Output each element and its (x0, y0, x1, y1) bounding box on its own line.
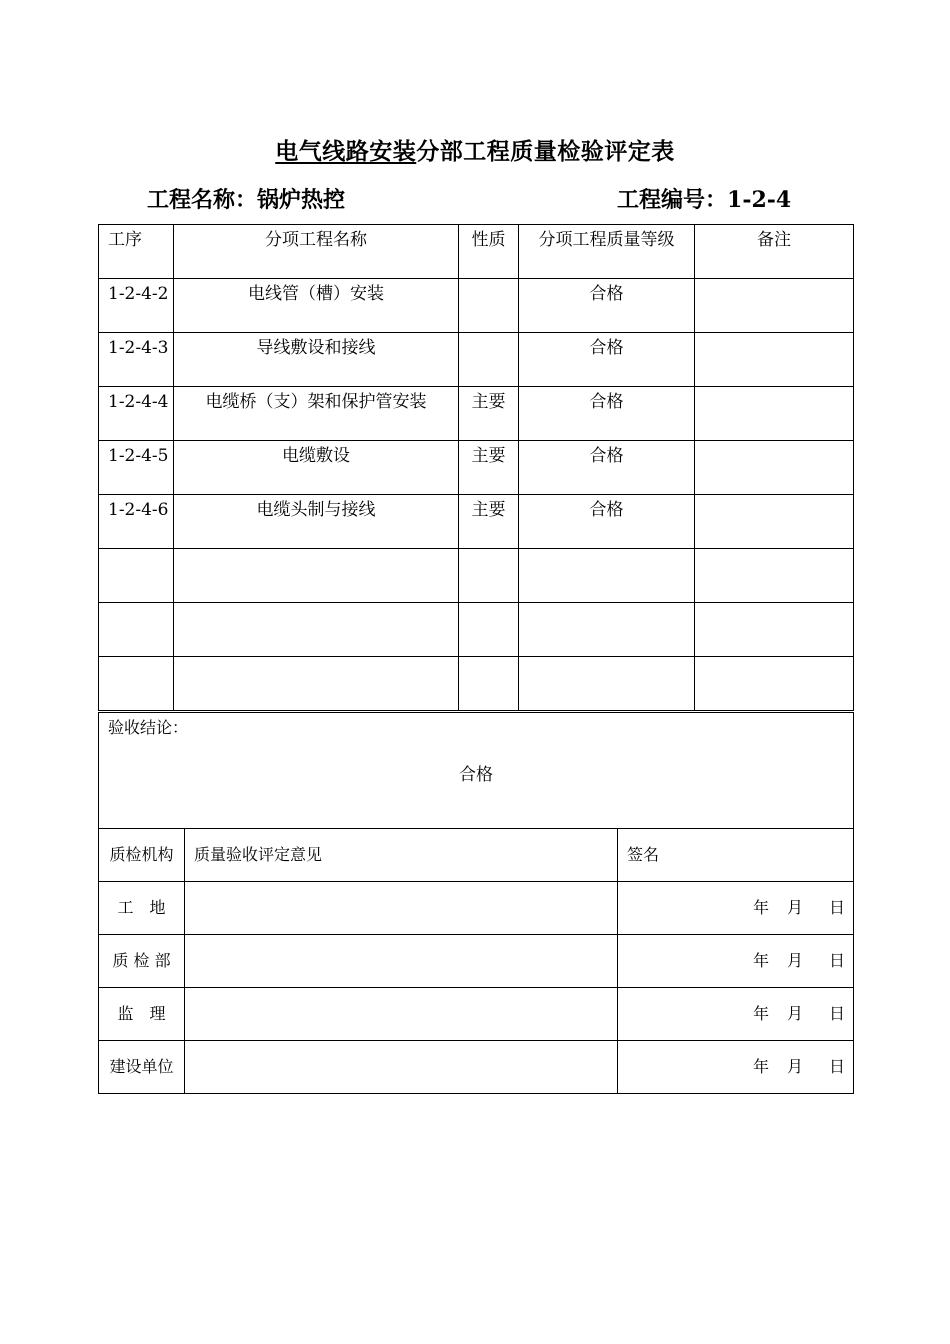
signature-date-cell (618, 1041, 854, 1094)
opinion-cell (185, 988, 618, 1041)
header-cell: 备注 (695, 225, 854, 279)
empty-cell (519, 603, 695, 657)
conclusion-value: 合格 (459, 765, 493, 785)
signature-date-cell (618, 988, 854, 1041)
project-name-value: 锅炉热控 (257, 187, 346, 213)
code-cell: 1-2-4-5 (99, 441, 174, 495)
nature-cell (459, 333, 519, 387)
project-number-label: 工程编号： (617, 187, 728, 213)
code-cell: 1-2-4-3 (99, 333, 174, 387)
empty-cell (99, 603, 174, 657)
table-row (99, 333, 854, 387)
grade-cell: 合格 (519, 441, 695, 495)
year-label: 年 (752, 1004, 769, 1023)
grade-cell: 合格 (519, 279, 695, 333)
month-label: 月 (786, 951, 803, 970)
table-header-row (99, 225, 854, 279)
nature-cell (459, 279, 519, 333)
remark-cell (695, 387, 854, 441)
conclusion-label: 验收结论： (108, 718, 189, 737)
grade-cell: 合格 (519, 333, 695, 387)
table-row (99, 495, 854, 549)
inspection-table (98, 224, 854, 711)
remark-cell (695, 279, 854, 333)
signoff-org: 建设单位 (99, 1041, 185, 1094)
empty-cell (174, 603, 459, 657)
nature-cell: 主要 (459, 441, 519, 495)
signoff-row (99, 988, 854, 1041)
empty-cell (459, 657, 519, 711)
empty-cell (519, 549, 695, 603)
day-label: 日 (829, 1004, 846, 1023)
empty-cell (99, 657, 174, 711)
empty-row (99, 603, 854, 657)
signoff-header-opinion: 质量验收评定意见 (185, 829, 618, 882)
remark-cell (695, 441, 854, 495)
header-cell: 分项工程名称 (174, 225, 459, 279)
code-cell: 1-2-4-6 (99, 495, 174, 549)
signoff-header-signature: 签名 (618, 829, 854, 882)
signoff-header-row (99, 829, 854, 882)
table-row (99, 387, 854, 441)
empty-cell (174, 657, 459, 711)
empty-cell (174, 549, 459, 603)
day-label: 日 (829, 898, 846, 917)
signoff-org: 工 地 (99, 882, 185, 935)
year-label: 年 (752, 1057, 769, 1076)
grade-cell: 合格 (519, 387, 695, 441)
project-name (147, 183, 345, 214)
signoff-row (99, 882, 854, 935)
code-cell: 1-2-4-2 (99, 279, 174, 333)
conclusion-row (99, 713, 854, 829)
signature-date-cell (618, 882, 854, 935)
conclusion-cell (99, 713, 854, 829)
day-label: 日 (829, 1057, 846, 1076)
empty-cell (695, 549, 854, 603)
project-name-label: 工程名称： (147, 187, 258, 213)
empty-cell (459, 603, 519, 657)
document-title (0, 133, 950, 166)
opinion-cell (185, 935, 618, 988)
empty-cell (695, 657, 854, 711)
year-label: 年 (752, 951, 769, 970)
empty-cell (99, 549, 174, 603)
empty-row (99, 549, 854, 603)
title-rest-part: 分部工程质量检验评定表 (416, 138, 675, 165)
code-cell: 1-2-4-4 (99, 387, 174, 441)
table-row (99, 279, 854, 333)
day-label: 日 (829, 951, 846, 970)
nature-cell: 主要 (459, 495, 519, 549)
empty-cell (695, 603, 854, 657)
month-label: 月 (786, 1004, 803, 1023)
name-cell: 电缆敷设 (174, 441, 459, 495)
header-cell: 工序 (99, 225, 174, 279)
empty-cell (459, 549, 519, 603)
grade-cell: 合格 (519, 495, 695, 549)
signoff-header-org: 质检机构 (99, 829, 185, 882)
signoff-org: 质 检 部 (99, 935, 185, 988)
name-cell: 导线敷设和接线 (174, 333, 459, 387)
name-cell: 电缆头制与接线 (174, 495, 459, 549)
name-cell: 电缆桥（支）架和保护管安装 (174, 387, 459, 441)
remark-cell (695, 495, 854, 549)
opinion-cell (185, 1041, 618, 1094)
project-number (617, 183, 791, 214)
signoff-org: 监 理 (99, 988, 185, 1041)
name-cell: 电线管（槽）安装 (174, 279, 459, 333)
signoff-row (99, 935, 854, 988)
header-cell: 性质 (459, 225, 519, 279)
acceptance-table (98, 712, 854, 1094)
header-cell: 分项工程质量等级 (519, 225, 695, 279)
table-row (99, 441, 854, 495)
empty-row (99, 657, 854, 711)
opinion-cell (185, 882, 618, 935)
title-underlined-part: 电气线路安装 (275, 138, 417, 165)
empty-cell (519, 657, 695, 711)
signoff-row (99, 1041, 854, 1094)
remark-cell (695, 333, 854, 387)
year-label: 年 (752, 898, 769, 917)
project-number-value: 1-2-4 (727, 187, 792, 213)
month-label: 月 (786, 898, 803, 917)
nature-cell: 主要 (459, 387, 519, 441)
month-label: 月 (786, 1057, 803, 1076)
signature-date-cell (618, 935, 854, 988)
